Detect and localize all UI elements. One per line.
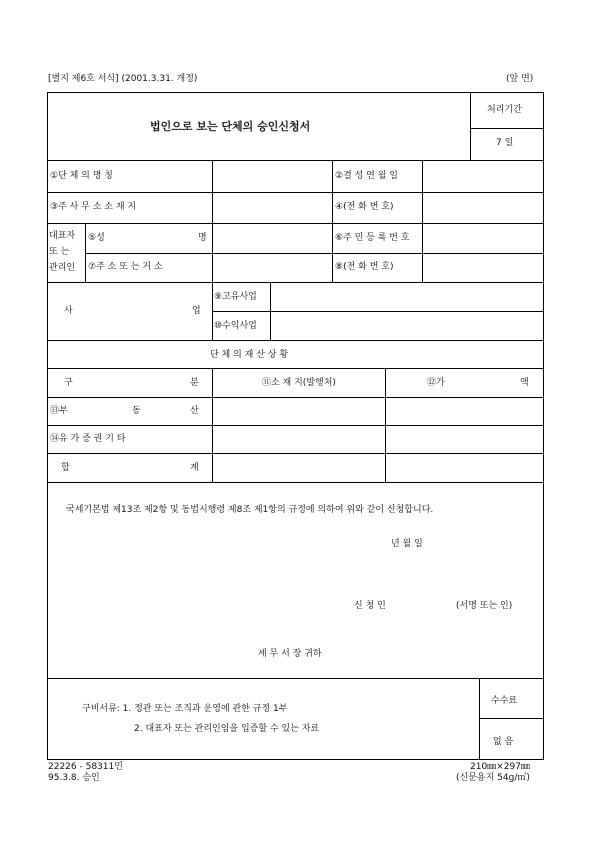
footer-paper-type: (신문용지 54g/㎡): [456, 773, 530, 783]
processing-period-value: 7 일: [496, 138, 514, 148]
application-statement: 국세기본법 제13조 제2항 및 동법시행령 제8조 제1항의 규정에 의하여 위와 같이 신청합니다.: [66, 505, 434, 515]
assets-col-type-a: 구: [64, 378, 73, 388]
fee-label: 수수료: [491, 696, 518, 706]
assets-col-location: ⑪소 재 지(발행처): [262, 378, 336, 388]
real-estate-label-b: 동: [132, 406, 141, 416]
page-side-label: (앞 면): [506, 74, 534, 84]
date-line: 년 월 일: [391, 539, 423, 549]
documents-section: [47, 678, 544, 760]
assets-heading: 단 체 의 재 산 상 황: [210, 350, 289, 360]
rep-name-label-a: ⑤성: [88, 233, 105, 243]
addressee-label: 세 무 서 장 귀하: [258, 649, 322, 659]
total-label-b: 계: [190, 463, 199, 473]
form-reference: [별지 제6호 서식] (2001.3.31. 개정): [48, 74, 198, 84]
business-label-b: 업: [192, 306, 201, 316]
representative-label-3: 관리인: [49, 263, 76, 273]
required-document-2: 2. 대표자 또는 관리인임을 입증할 수 있는 자료: [134, 724, 320, 734]
representative-label-1: 대표자: [49, 231, 76, 241]
assets-col-value-b: 액: [520, 378, 529, 388]
assets-col-value-a: ⑫가: [427, 378, 445, 388]
office-phone-label: ④(전 화 번 호): [335, 202, 394, 212]
rep-address-label: ⑦주 소 또 는 거 소: [88, 262, 163, 272]
signature-label: (서명 또는 인): [456, 601, 513, 611]
org-name-label: ①단 체 의 명 칭: [50, 171, 113, 181]
rep-phone-label: ⑧(전 화 번 호): [335, 262, 394, 272]
fee-value: 없 음: [493, 737, 514, 747]
processing-period-label: 처리기간: [487, 105, 522, 115]
total-label-a: 합: [61, 463, 70, 473]
resident-number-label: ⑥주 민 등 록 번 호: [335, 233, 410, 243]
business-label-a: 사: [64, 306, 73, 316]
office-address-label: ③주 사 무 소 소 재 지: [50, 202, 137, 212]
own-business-label: ⑨고유사업: [214, 292, 257, 302]
form-title: 법인으로 보는 단체의 승인신청서: [150, 120, 311, 133]
rep-name-label-b: 명: [198, 233, 207, 243]
real-estate-label-c: 산: [190, 406, 199, 416]
real-estate-label-a: ⑬부: [50, 406, 68, 416]
assets-col-type-b: 분: [190, 378, 199, 388]
required-document-1: 구비서류: 1. 정관 또는 조직과 운영에 관한 규정 1부: [82, 704, 288, 714]
footer-approval: 95.3.8. 승인: [48, 773, 100, 783]
footer-code: 22226 - 58311민: [48, 762, 123, 772]
profit-business-label: ⑩수익사업: [214, 321, 257, 331]
representative-label-2: 또 는: [49, 247, 70, 257]
footer-paper-size: 210㎜×297㎜: [470, 762, 530, 772]
formation-date-label: ②결 성 연 월 일: [335, 171, 398, 181]
applicant-label: 신 청 인: [354, 601, 386, 611]
securities-label: ⑭유 가 증 권 기 타: [50, 434, 126, 444]
